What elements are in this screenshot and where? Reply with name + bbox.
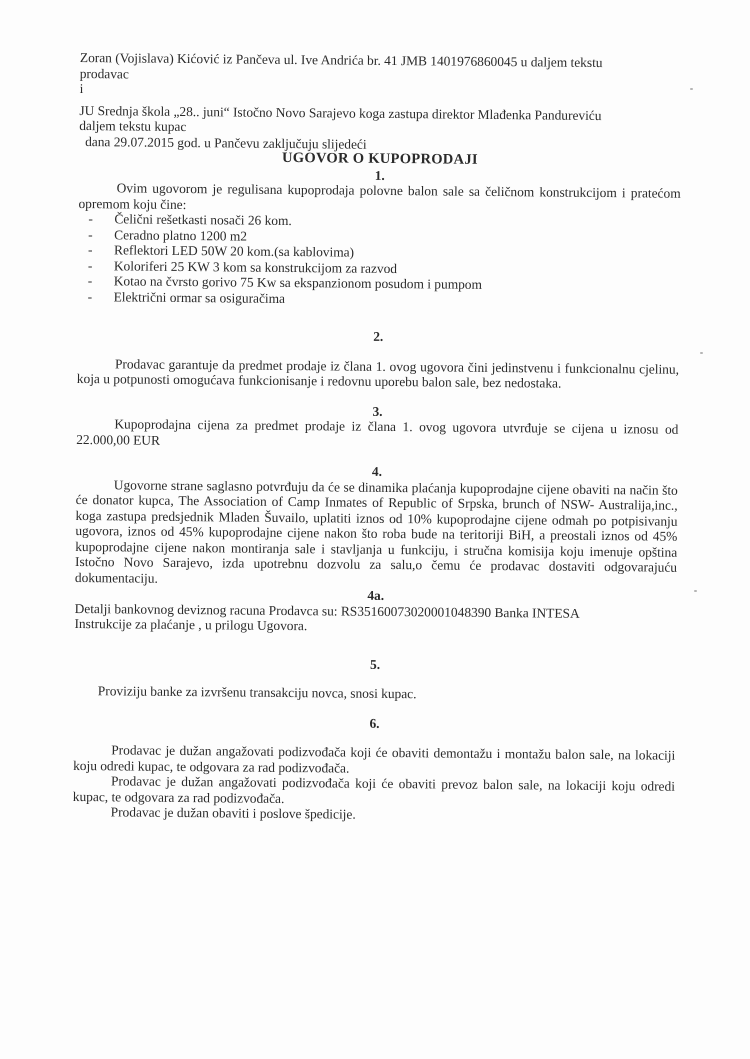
list-item-text: Kotao na čvrsto gorivo 75 Kw sa ekspanzionom posudom i pumpom bbox=[113, 273, 483, 292]
list-bullet: - bbox=[88, 226, 93, 242]
list-bullet: - bbox=[87, 273, 93, 289]
contract-title: UGOVOR O KUPOPRODAJI bbox=[281, 149, 478, 168]
list-item-text: Čelični rešetkasti nosači 26 kom. bbox=[114, 211, 292, 229]
scan-speck bbox=[694, 590, 697, 592]
list-item-text: Ceradno platno 1200 m2 bbox=[114, 226, 248, 244]
article-6-paragraph-3: Prodavac je dužan obaviti i poslove špedicije. bbox=[110, 804, 356, 822]
article-1-intro: Ovim ugovorom je regulisana kupoprodaja polovne balon sale sa čeličnom konstrukcijom i pratećom opremom koju čine: bbox=[78, 180, 681, 212]
article-4-number: 4. bbox=[371, 463, 383, 479]
seller-party-line: Zoran (Vojislava) Kićović iz Pančeva ul. Ive Andrića br. 41 JMB 1401976860045 u daljem tekstu bbox=[79, 50, 603, 71]
article-6-number: 6. bbox=[369, 715, 380, 731]
conjunction-text: i bbox=[79, 80, 84, 97]
list-bullet: - bbox=[87, 257, 93, 273]
article-3-number: 3. bbox=[372, 403, 383, 419]
article-4-text: Ugovorne strane saglasno potvrđuju da će se dinamika plaćanja kupoprodajne cijene obaviti na način što će donator kupca, The Association of Camp Inmates of Republic of Srpska, brunch of NSW- Australija,inc., koga zastupa predsjednik Mladen Šuvailo, uplatiti iznos od 10% kupoprodajne cijene odmah po potpisivanju ugovora, iznos od 45% kupoprodajne cijene nakon što roba bude na teritoriji BiH, a preostali iznos od 45% kupoprodajne cijene nakon montiranja sale i stavljanja u funkciju, i stručna komisija koju imenuje opština Istočno Novo Sarajevo, izda upotrebnu dozvolu za salu,o čemu će prodavac dostaviti odgovarajuću dokumentaciju. bbox=[74, 476, 678, 586]
article-6-paragraph-1: Prodavac je dužan angažovati podizvođača koji će obaviti demontažu i montažu balon sale, na lokaciji koju odredi kupac, te odgovara za rad podizvođača. bbox=[73, 742, 676, 776]
article-4a-number: 4a. bbox=[367, 587, 385, 603]
contract-document bbox=[73, 50, 682, 825]
contract-date-line: dana 29.07.2015 god. u Pančevu zaključuju slijedeći bbox=[85, 133, 367, 152]
equipment-list bbox=[78, 211, 681, 310]
buyer-role-label: daljem tekstu kupac bbox=[79, 117, 187, 135]
buyer-party-line: JU Srednja škola „28.. juni“ Istočno Novo Sarajevo koga zastupa direktor Mlađenka Pandureviću bbox=[79, 102, 602, 123]
list-item-text: Koloriferi 25 KW 3 kom sa konstrukcijom za razvod bbox=[113, 257, 398, 276]
article-5-number: 5. bbox=[370, 656, 381, 672]
article-2-number: 2. bbox=[373, 328, 384, 344]
article-6-paragraph-2: Prodavac je dužan angažovati podizvođača koji će obaviti prevoz balon sale, na lokaciji koju odredi kupac, te odgovara za rad podizvođača. bbox=[72, 773, 676, 806]
list-bullet: - bbox=[88, 242, 93, 258]
article-5-text: Proviziju banke za izvršenu transakciju novca, snosi kupac. bbox=[97, 683, 417, 702]
scan-speck bbox=[700, 352, 703, 354]
article-2-text: Prodavac garantuje da predmet prodaje iz člana 1. ovog ugovora čini jedinstvenu i funkcionalnu cjelinu, koja u potpunosti omogućava funkcionisanje i redovnu uporebu balon sale, bez nedostaka. bbox=[76, 355, 680, 391]
list-bullet: - bbox=[87, 288, 93, 304]
article-3-text: Kupoprodajna cijena za predmet prodaje iz člana 1. ovog ugovora utvrđuje se cijena u iznosu od 22.000,00 EUR bbox=[76, 416, 679, 448]
list-bullet: - bbox=[88, 211, 93, 227]
bank-account-line: Detalji bankovnog deviznog racuna Prodavca su: RS35160073020001048390 Banka INTESA bbox=[74, 600, 580, 621]
list-item-text: Električni ormar sa osiguračima bbox=[113, 288, 286, 306]
scan-speck bbox=[690, 88, 693, 90]
article-1-number: 1. bbox=[374, 167, 385, 183]
list-item-text: Reflektori LED 50W 20 kom.(sa kablovima) bbox=[114, 242, 355, 260]
seller-role-label: prodavac bbox=[79, 65, 129, 81]
payment-instructions-line: Instrukcije za plaćanje , u prilogu Ugovora. bbox=[74, 615, 308, 634]
